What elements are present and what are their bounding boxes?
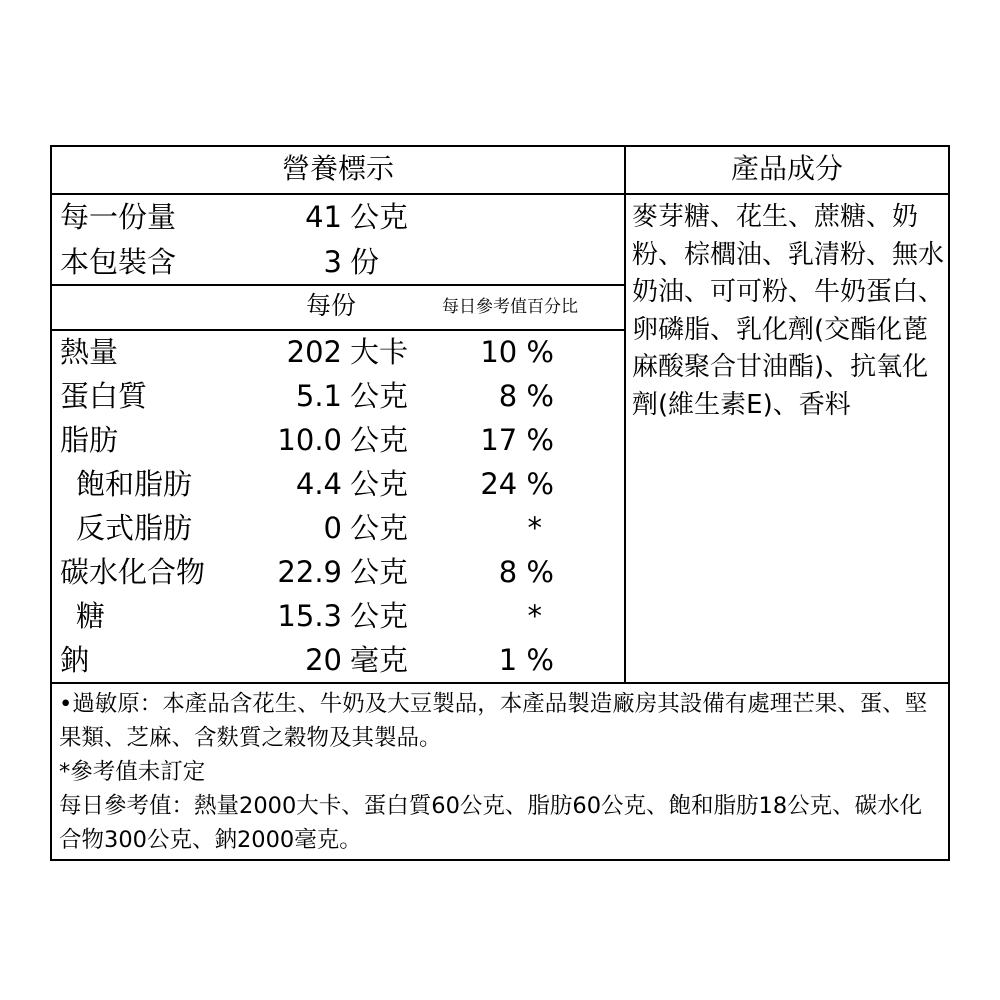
reference-note: *參考值未訂定 bbox=[59, 759, 206, 785]
nutrient-daily-value: 24 % bbox=[480, 467, 554, 501]
nutrient-value: 10.0 bbox=[277, 423, 342, 457]
nutrient-daily-value: 1 % bbox=[498, 643, 554, 677]
per-serving-header: 每份 bbox=[306, 291, 357, 320]
header-divider bbox=[52, 193, 948, 195]
serving-divider bbox=[52, 284, 624, 286]
nutrient-name: 鈉 bbox=[60, 643, 90, 677]
servings-unit: 份 bbox=[350, 245, 380, 279]
nutrient-daily-value: * bbox=[527, 511, 542, 545]
daily-values-note: 每日參考值：熱量2000大卡、蛋白質60公克、脂肪60公克、飽和脂肪18公克、碳水化合物300公克、鈉2000毫克。 bbox=[59, 793, 923, 853]
nutrient-daily-value: 17 % bbox=[480, 423, 554, 457]
nutrition-title: 營養標示 bbox=[281, 152, 394, 185]
nutrient-unit: 公克 bbox=[350, 555, 409, 589]
column-divider bbox=[624, 147, 626, 684]
ingredients-title: 產品成分 bbox=[730, 152, 843, 185]
nutrient-name: 熱量 bbox=[60, 335, 119, 369]
nutrient-daily-value: 10 % bbox=[480, 335, 554, 369]
daily-value-header: 每日參考值百分比 bbox=[442, 297, 578, 317]
nutrient-name: 反式脂肪 bbox=[76, 511, 193, 545]
nutrient-name: 脂肪 bbox=[60, 423, 119, 457]
servings-label: 本包裝含 bbox=[60, 245, 177, 279]
nutrient-name: 蛋白質 bbox=[60, 379, 148, 413]
nutrient-name: 飽和脂肪 bbox=[76, 467, 193, 501]
serving-size-label: 每一份量 bbox=[60, 200, 177, 234]
nutrient-name: 糖 bbox=[76, 599, 106, 633]
nutrient-unit: 大卡 bbox=[350, 335, 409, 369]
nutrient-unit: 公克 bbox=[350, 467, 409, 501]
nutrient-name: 碳水化合物 bbox=[60, 555, 206, 589]
nutrient-daily-value: * bbox=[527, 599, 542, 633]
footer-notes bbox=[59, 687, 943, 857]
nutrient-value: 4.4 bbox=[295, 467, 342, 501]
nutrient-daily-value: 8 % bbox=[498, 555, 554, 589]
nutrition-label bbox=[50, 145, 950, 861]
nutrient-unit: 公克 bbox=[350, 511, 409, 545]
nutrient-value: 20 bbox=[305, 643, 342, 677]
footer-divider bbox=[52, 682, 948, 684]
allergen-note: •過敏原：本產品含花生、牛奶及大豆製品，本產品製造廠房其設備有處理芒果、蛋、堅果類、芝麻、含麩質之穀物及其製品。 bbox=[59, 691, 928, 751]
serving-size-value: 41 bbox=[305, 200, 342, 234]
column-header-divider bbox=[52, 329, 624, 331]
nutrient-value: 0 bbox=[323, 511, 342, 545]
nutrient-unit: 毫克 bbox=[350, 643, 409, 677]
nutrient-unit: 公克 bbox=[350, 599, 409, 633]
nutrient-value: 22.9 bbox=[277, 555, 342, 589]
nutrient-value: 5.1 bbox=[295, 379, 342, 413]
nutrient-value: 15.3 bbox=[277, 599, 342, 633]
ingredients-text: 麥芽糖、花生、蔗糖、奶粉、棕櫚油、乳清粉、無水奶油、可可粉、牛奶蛋白、卵磷脂、乳化劑(交酯化蓖麻酸聚合甘油酯)、抗氧化劑(維生素E)、香料 bbox=[632, 202, 945, 420]
servings-value: 3 bbox=[323, 245, 342, 279]
nutrient-daily-value: 8 % bbox=[498, 379, 554, 413]
serving-size-unit: 公克 bbox=[350, 200, 409, 234]
nutrient-value: 202 bbox=[286, 335, 342, 369]
nutrient-unit: 公克 bbox=[350, 379, 409, 413]
nutrient-unit: 公克 bbox=[350, 423, 409, 457]
